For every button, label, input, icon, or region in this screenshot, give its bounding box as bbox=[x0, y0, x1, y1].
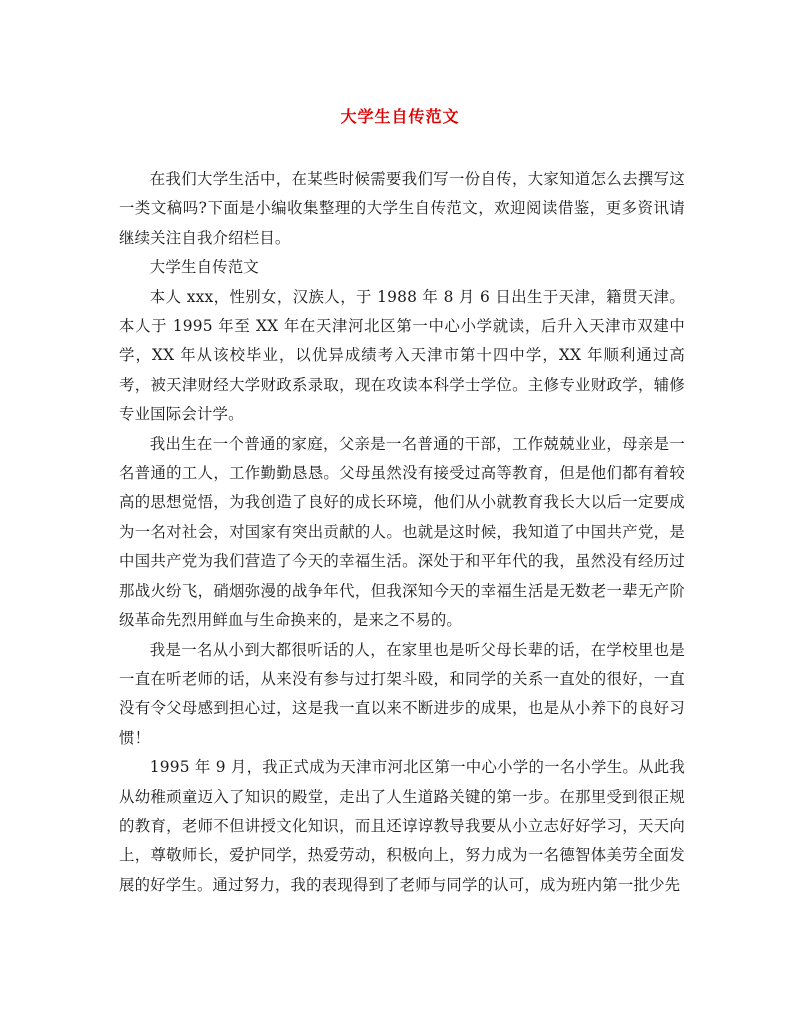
paragraph-subheading: 大学生自传范文 bbox=[149, 258, 259, 277]
paragraph-personal-info: 本人 xxx，性别女，汉族人，于 1988 年 8 月 6 日出生于天津，籍贯天津。本人于 1995 年至 XX 年在天津河北区第一中心小学就读，后升入天津市双建中学，XX 年从该校毕业，以优异成绩考入天津市第十四中学，XX 年顺利通过高考，被天津财经大学财政系录取，现在攻读本科学士学位。主修专业财政学，辅修专业国际会计学。 bbox=[119, 287, 685, 424]
paragraph-family: 我出生在一个普通的家庭，父亲是一名普通的干部，工作兢兢业业，母亲是一名普通的工人，工作勤勤恳恳。父母虽然没有接受过高等教育，但是他们都有着较高的思想觉悟，为我创造了良好的成长环境，他们从小就教育我长大以后一定要成为一名对社会，对国家有突出贡献的人。也就是这时候，我知道了中国共产党，是中国共产党为我们营造了今天的幸福生活。深处于和平年代的我，虽然没有经历过那战火纷飞，硝烟弥漫的战争年代，但我深知今天的幸福生活是无数老一辈无产阶级革命先烈用鲜血与生命换来的，是来之不易的。 bbox=[119, 434, 685, 630]
paragraph-primary-school: 1995 年 9 月，我正式成为天津市河北区第一中心小学的一名小学生。从此我从幼稚顽童迈入了知识的殿堂，走出了人生道路关键的第一步。在那里受到很正规的教育，老师不但讲授文化知识，而且还谆谆教导我要从小立志好好学习，天天向上，尊敬师长，爱护同学，热爱劳动，积极向上，努力成为一名德智体美劳全面发展的好学生。通过努力，我的表现得到了老师与同学的认可，成为班内第一批少先 bbox=[119, 758, 685, 894]
document-title: 大学生自传范文 bbox=[340, 107, 460, 126]
paragraph-intro: 在我们大学生活中，在某些时候需要我们写一份自传，大家知道怎么去撰写这一类文稿吗?下面是小编收集整理的大学生自传范文，欢迎阅读借鉴，更多资讯请继续关注自我介绍栏目。 bbox=[119, 170, 685, 247]
paragraph-character: 我是一名从小到大都很听话的人，在家里也是听父母长辈的话，在学校里也是一直在听老师的话，从来没有参与过打架斗殴，和同学的关系一直处的很好，一直没有令父母感到担心过，这是我一直以来不断进步的成果，也是从小养下的良好习惯！ bbox=[119, 640, 685, 747]
document-body bbox=[119, 165, 685, 900]
